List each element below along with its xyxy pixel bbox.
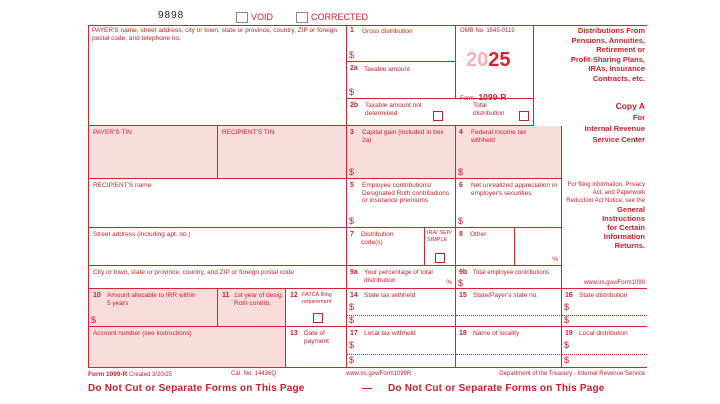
box-11[interactable] (218, 289, 286, 327)
box-3-dollar: $ (349, 167, 355, 177)
recipient-name-field[interactable] (88, 179, 347, 228)
box-8-percent: % (552, 255, 558, 263)
do-not-cut-right: Do Not Cut or Separate Forms on This Page (388, 383, 605, 394)
box-17-split (347, 354, 456, 355)
tax-year: 2025 (466, 49, 511, 71)
box-2b (347, 99, 534, 126)
box-1-num: 1 (350, 27, 354, 34)
box-5[interactable] (347, 179, 456, 228)
box-2b-total-checkbox[interactable] (519, 111, 529, 121)
box-2a-num: 2a (350, 65, 358, 72)
account-number-field[interactable] (88, 327, 286, 368)
box-6-num: 6 (459, 182, 463, 189)
box-19[interactable] (562, 327, 647, 368)
box-17[interactable] (347, 327, 456, 368)
box-1-label: Gross distribution (362, 28, 413, 35)
street-address-label: Street address (including apt. no.) (93, 231, 191, 238)
box-19-label: Local distribution (579, 330, 628, 337)
box-8-divider (514, 228, 515, 266)
recipient-tin-field[interactable] (218, 126, 347, 179)
title-line-5: IRAs, Insurance (588, 64, 645, 73)
info-bold-2: Instructions (602, 214, 645, 223)
title-line-1: Distributions From (577, 26, 645, 35)
recipient-tin-label: RECIPIENT'S TIN (222, 129, 275, 136)
box-2b-not-determined-checkbox[interactable] (433, 111, 443, 121)
box-13-num: 13 (290, 330, 298, 337)
box-3-label: Capital gain (included in box 2a) (362, 129, 444, 144)
box-17-dollar-1: $ (349, 340, 355, 350)
box-9a-label: Your percentage of total distribution (364, 269, 433, 284)
box-14-dollar-2: $ (349, 315, 355, 325)
title-line-6: Contracts, etc. (592, 73, 645, 83)
box-5-dollar: $ (349, 216, 355, 226)
box-11-num: 11 (222, 292, 230, 299)
box-10[interactable] (88, 289, 218, 327)
copy-line-3: Service Center (592, 135, 645, 144)
box-19-dollar-2: $ (564, 355, 570, 365)
copy-line-2: Internal Revenue (584, 124, 645, 133)
box-17-label: Local tax withheld (364, 330, 416, 337)
box-14-label: State tax withheld (364, 292, 416, 299)
box-18-num: 18 (459, 330, 467, 337)
box-15-label: State/Payer's state no. (473, 292, 539, 299)
city-label: City or town, state or province, country, and ZIP or foreign postal code (93, 269, 294, 276)
title-block (534, 25, 647, 99)
box-9b-dollar: $ (458, 278, 464, 288)
box-4-label: Federal income tax withheld (471, 129, 527, 144)
box-3-num: 3 (350, 129, 354, 136)
form-code: 9898 (158, 10, 185, 21)
footer-form: Form 1099-R Created 3/20/25 (88, 371, 173, 378)
box-11-label: 1st year of desig. Roth contrib. (234, 292, 284, 307)
box-14-dollar-1: $ (349, 302, 355, 312)
void-label: VOID (251, 12, 274, 22)
box-15[interactable] (456, 289, 562, 327)
info-bold-1: General (617, 205, 645, 214)
payer-tin-field[interactable] (88, 126, 218, 179)
box-12-num: 12 (290, 292, 298, 299)
box-12-label: FATCA filing requirement (302, 292, 332, 305)
info-bold-4: Information (603, 232, 645, 241)
box-15-num: 15 (459, 292, 467, 299)
omb-number: OMB No. 1545-0119 (460, 28, 515, 34)
box-9a[interactable] (347, 266, 456, 289)
box-9b[interactable] (456, 266, 562, 289)
fatca-checkbox[interactable] (313, 313, 323, 323)
box-16[interactable] (562, 289, 647, 327)
copy-line-1: For (632, 113, 645, 122)
box-4[interactable] (456, 126, 562, 179)
footer-cat: Cat. No. 14436Q (231, 371, 277, 377)
box-9b-num: 9b (459, 269, 468, 276)
box-10-dollar: $ (91, 315, 97, 325)
payer-block[interactable] (88, 25, 347, 126)
recipient-name-label: RECIPIENT'S name (93, 182, 152, 189)
box-18[interactable] (456, 327, 562, 368)
box-16-split (562, 315, 647, 316)
box-16-dollar-2: $ (564, 315, 570, 325)
box-4-dollar: $ (458, 167, 464, 177)
box-7-num: 7 (350, 231, 354, 238)
box-19-dollar-1: $ (564, 340, 570, 350)
payer-label: PAYER'S name, street address, city or town, state or province, country, ZIP or foreign postal code, and telephone no. (92, 27, 337, 42)
box-5-label: Employee contributions/ Designated Roth contributions or insurance premiums (362, 182, 450, 204)
box-9a-percent: % (446, 278, 452, 286)
payer-tin-label: PAYER'S TIN (93, 129, 132, 136)
url-cell (562, 279, 647, 289)
box-9b-label: Total employee contributions (473, 270, 550, 276)
form-name: Form 1099-R (460, 92, 507, 102)
ira-label: IRA/ SEP/ SIMPLE (427, 230, 452, 243)
box-18-split (456, 354, 562, 355)
year-block (456, 25, 534, 102)
box-17-dollar-2: $ (349, 355, 355, 365)
box-5-num: 5 (350, 182, 354, 189)
box-1-dollar: $ (349, 50, 355, 60)
info-bold-3: for Certain (607, 223, 645, 232)
box-13-label: Date of payment (304, 330, 329, 345)
account-number-label: Account number (see instructions) (93, 330, 192, 337)
box-10-num: 10 (93, 292, 101, 299)
box-9a-num: 9a (350, 269, 358, 276)
box-7[interactable] (347, 228, 425, 266)
footer-url: www.irs.gov/Form1099R (346, 371, 412, 377)
box-6[interactable] (456, 179, 562, 228)
box-2b-num: 2b (350, 102, 359, 109)
box-16-label: State distribution (579, 292, 628, 299)
box-6-label: Net unrealized appreciation in employer's securities (471, 182, 557, 197)
box-12 (286, 289, 347, 327)
box-17-num: 17 (350, 330, 358, 337)
box-8-num: 8 (459, 231, 463, 238)
box-16-dollar-1: $ (564, 302, 570, 312)
box-13[interactable] (286, 327, 347, 368)
ira-sep-simple (425, 228, 456, 266)
box-2b-total-label: Total distribution (473, 102, 505, 117)
box-14[interactable] (347, 289, 456, 327)
info-block (562, 179, 647, 279)
footer-dept: Department of the Treasury - Internal Revenue Service (499, 371, 645, 377)
footer-dash: — (362, 383, 373, 394)
box-2a-label: Taxable amount (364, 66, 410, 73)
info-bold-5: Returns. (614, 241, 645, 250)
box-1[interactable] (347, 25, 456, 62)
box-8[interactable] (456, 228, 562, 266)
info-text: For filing information, Privacy Act, and Paperwork Reduction Act Notice, see the (566, 182, 645, 204)
title-line-2: Pensions, Annuities, (571, 35, 645, 45)
box-19-split (562, 354, 647, 355)
corrected-checkbox[interactable] (296, 12, 308, 23)
box-14-num: 14 (350, 292, 358, 299)
box-15-split (456, 315, 562, 316)
copy-a: Copy A (615, 101, 645, 111)
box-14-split (347, 315, 456, 316)
box-10-label: Amount allocable to IRR within 5 years (107, 292, 196, 307)
box-3[interactable] (347, 126, 456, 179)
ira-checkbox[interactable] (435, 253, 445, 263)
box-4-num: 4 (459, 129, 463, 136)
box-7-label: Distribution code(s) (361, 231, 394, 246)
city-field[interactable] (88, 266, 347, 289)
street-address-field[interactable] (88, 228, 347, 266)
box-2b-label: Taxable amount not determined (365, 102, 422, 117)
box-18-label: Name of locality (473, 330, 520, 337)
irs-url: www.irs.gov/Form1099 (583, 280, 645, 286)
title-line-4: Profit-Sharing Plans, (570, 54, 645, 64)
footer-line (88, 370, 647, 380)
do-not-cut-left: Do Not Cut or Separate Forms on This Page (88, 383, 305, 394)
void-checkbox[interactable] (236, 12, 248, 23)
box-16-num: 16 (565, 292, 573, 299)
box-8-label: Other (470, 231, 487, 238)
box-2a[interactable] (347, 62, 456, 99)
corrected-label: CORRECTED (311, 12, 369, 22)
box-19-num: 19 (565, 330, 573, 337)
title-line-3: Retirement or (596, 45, 645, 54)
box-6-dollar: $ (458, 216, 464, 226)
box-2a-dollar: $ (349, 87, 355, 97)
